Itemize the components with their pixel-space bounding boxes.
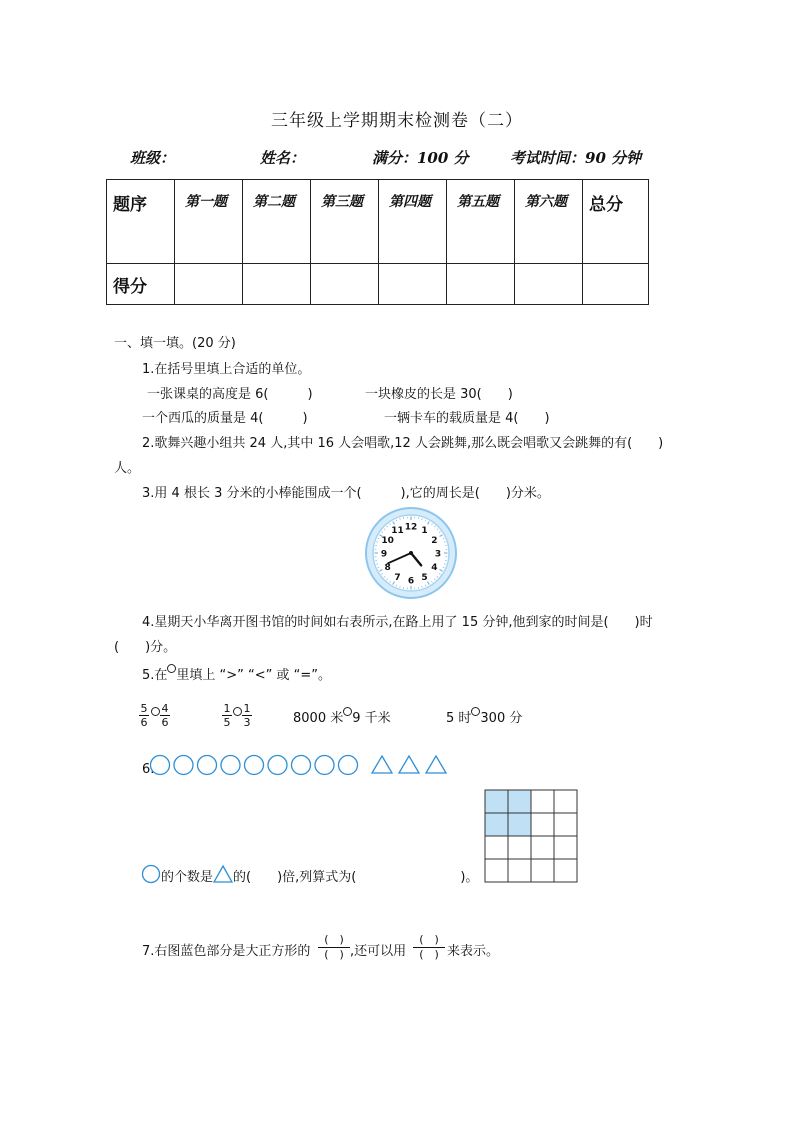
q5-text: 5.在 里填上 “>” “<” 或 “=”。 xyxy=(142,664,331,683)
q6-text: 的个数是 的( )倍,列算式为( )。 xyxy=(141,864,478,885)
compare-circle-icon[interactable] xyxy=(233,707,242,716)
q1-item-c: 一个西瓜的质量是 4( ) xyxy=(142,411,308,426)
grid-cell xyxy=(554,836,577,859)
score-cell[interactable] xyxy=(379,263,447,304)
full-score: 满分：100 分 xyxy=(372,149,469,167)
circle-shape xyxy=(151,756,170,775)
score-header-cell: 第一题 xyxy=(175,180,243,264)
clock-number: 1 xyxy=(421,526,428,537)
score-header-cell: 题序 xyxy=(107,180,175,264)
clock-tick xyxy=(376,564,378,565)
clock-number: 2 xyxy=(431,536,438,546)
clock-tick xyxy=(422,518,423,520)
score-cell[interactable] xyxy=(583,263,649,304)
q6-label: 6. xyxy=(142,762,155,777)
circle-shape xyxy=(268,756,287,775)
fraction: 5 6 xyxy=(140,702,148,729)
answer-fraction[interactable]: ( ) ( ) xyxy=(318,934,350,961)
score-cell[interactable] xyxy=(243,263,311,304)
score-table xyxy=(106,179,649,305)
circle-shape xyxy=(221,756,240,775)
fraction-grid xyxy=(484,789,578,883)
compare-circle-icon[interactable] xyxy=(343,707,352,716)
fraction: 1 5 xyxy=(223,702,231,729)
q4-line1: 4.星期天小华离开图书馆的时间如右表所示,在路上用了 15 分钟,他到家的时间是( )时 xyxy=(142,615,653,630)
circle-shape xyxy=(198,756,217,775)
triangle-shape xyxy=(372,756,392,773)
grid-cell xyxy=(508,836,531,859)
triangle-shape xyxy=(426,756,446,773)
score-cell[interactable] xyxy=(447,263,515,304)
clock-number: 4 xyxy=(431,563,438,573)
clock-tick xyxy=(376,542,378,543)
page-title: 三年级上学期期末检测卷（二） xyxy=(271,111,523,131)
compare-item-4: 5 时 300 分 xyxy=(446,707,522,726)
clock-number: 6 xyxy=(407,576,415,587)
q1-item-b: 一块橡皮的长是 30( ) xyxy=(365,387,513,402)
clock-number: 12 xyxy=(404,522,418,533)
score-header-cell: 总分 xyxy=(583,180,649,264)
grid-cell xyxy=(531,859,554,882)
clock-number: 9 xyxy=(380,549,388,560)
q7-text-b: ,还可以用 xyxy=(350,944,407,959)
grid-cell xyxy=(531,813,554,836)
q6-shapes xyxy=(150,753,450,777)
score-cell[interactable] xyxy=(311,263,379,304)
grid-cell xyxy=(508,790,531,813)
clock-tick xyxy=(400,518,401,520)
circle-shape xyxy=(315,756,334,775)
fraction: 4 6 xyxy=(161,702,169,729)
score-row-label: 得分 xyxy=(107,263,175,304)
clock-center xyxy=(409,551,413,555)
compare-circle-icon[interactable] xyxy=(151,707,160,716)
triangle-shape xyxy=(399,756,419,773)
clock-number: 7 xyxy=(394,572,401,583)
clock-number: 3 xyxy=(434,549,442,560)
triangle-icon xyxy=(213,865,233,883)
circle-shape xyxy=(174,756,193,775)
section-heading: 一、填一填。(20 分) xyxy=(114,336,236,351)
grid-cell xyxy=(508,859,531,882)
grid-cell xyxy=(485,836,508,859)
class-label: 班级： xyxy=(130,149,176,167)
grid-cell xyxy=(531,836,554,859)
score-header-cell: 第三题 xyxy=(311,180,379,264)
clock-tick xyxy=(400,586,401,588)
clock-tick xyxy=(444,542,446,543)
circle-icon xyxy=(141,864,161,884)
circle-shape xyxy=(339,756,358,775)
compare-item-3: 8000 米 9 千米 xyxy=(293,707,391,726)
grid-cell xyxy=(485,790,508,813)
clock-number: 8 xyxy=(384,563,391,573)
q1-item-d: 一辆卡车的载质量是 4( ) xyxy=(384,411,550,426)
grid-cell xyxy=(485,859,508,882)
q4-line2: ( )分。 xyxy=(114,640,177,655)
q1-item-a: 一张课桌的高度是 6( ) xyxy=(147,387,313,402)
name-label: 姓名： xyxy=(260,149,306,167)
score-header-cell: 第六题 xyxy=(515,180,583,264)
q7-text-c: 来表示。 xyxy=(447,944,500,959)
clock-number: 10 xyxy=(381,536,394,546)
clock-image xyxy=(364,506,458,600)
fraction: 1 3 xyxy=(243,702,251,729)
q2-line2: 人。 xyxy=(114,461,141,476)
clock-tick xyxy=(422,586,423,588)
score-cell[interactable] xyxy=(175,263,243,304)
q3-text: 3.用 4 根长 3 分米的小棒能围成一个( ),它的周长是( )分米。 xyxy=(142,486,550,501)
score-header-cell: 第二题 xyxy=(243,180,311,264)
clock-tick xyxy=(444,564,446,565)
score-header-cell: 第四题 xyxy=(379,180,447,264)
q2-line1: 2.歌舞兴趣小组共 24 人,其中 16 人会唱歌,12 人会跳舞,那么既会唱歌又会跳舞的有( ) xyxy=(142,436,664,451)
grid-cell xyxy=(508,813,531,836)
circle-shape xyxy=(245,756,264,775)
grid-cell xyxy=(485,813,508,836)
answer-fraction[interactable]: ( ) ( ) xyxy=(413,934,445,961)
grid-cell xyxy=(554,859,577,882)
grid-cell xyxy=(554,790,577,813)
grid-cell xyxy=(554,813,577,836)
q7-text-a: 7.右图蓝色部分是大正方形的 xyxy=(142,944,311,959)
score-header-cell: 第五题 xyxy=(447,180,515,264)
score-cell[interactable] xyxy=(515,263,583,304)
grid-cell xyxy=(531,790,554,813)
clock-number: 11 xyxy=(391,526,404,537)
clock-number: 5 xyxy=(421,572,428,583)
circle-shape xyxy=(292,756,311,775)
exam-time: 考试时间：90 分钟 xyxy=(510,149,642,167)
q1-text: 1.在括号里填上合适的单位。 xyxy=(142,362,311,377)
